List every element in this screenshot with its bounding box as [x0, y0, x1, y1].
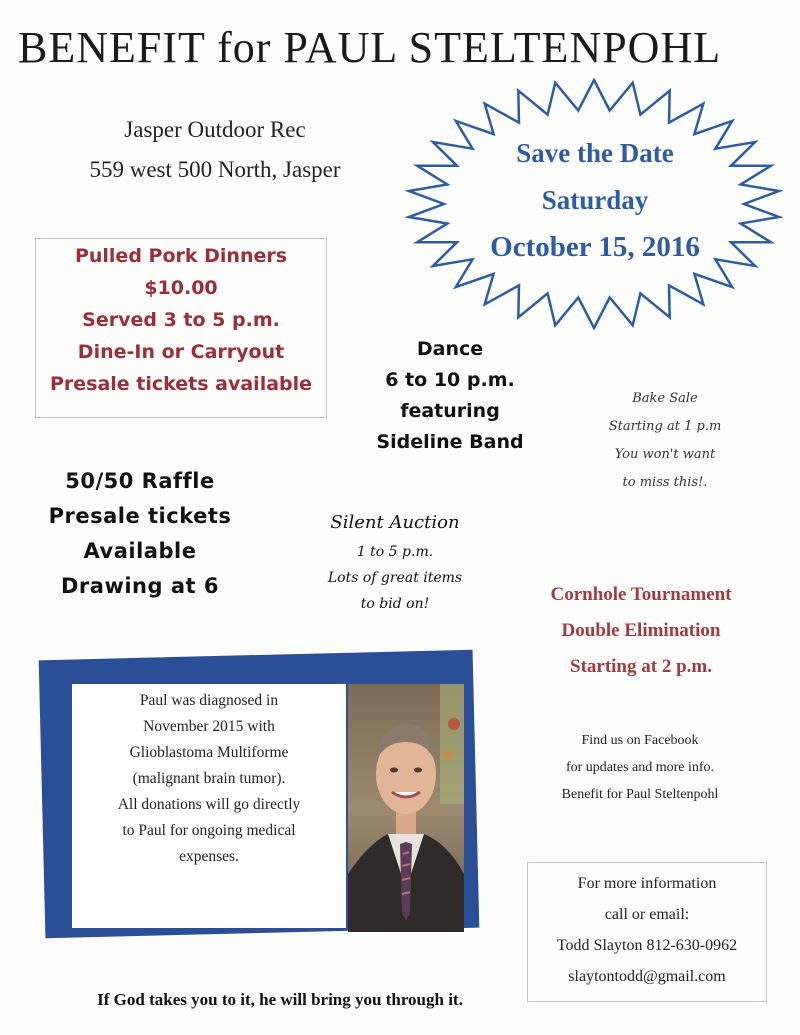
contact-email: slaytontodd@gmail.com [568, 968, 726, 985]
dance-band: Sideline Band [376, 431, 524, 453]
raffle-available: Available [83, 539, 197, 563]
bake-sale-note-2: to miss this!. [622, 475, 708, 490]
event-weekday: Saturday [541, 185, 649, 215]
dance-block [365, 334, 535, 458]
venue-block [40, 110, 390, 190]
raffle-title: 50/50 Raffle [65, 469, 215, 493]
raffle-block [20, 464, 260, 604]
bake-sale-title: Bake Sale [632, 391, 698, 406]
save-the-date-block [445, 130, 745, 271]
raffle-drawing: Drawing at 6 [61, 574, 219, 598]
cornhole-time: Starting at 2 p.m. [570, 656, 712, 677]
flyer-title: BENEFIT for PAUL STELTENPOHL [18, 23, 722, 72]
venue-name: Jasper Outdoor Rec [124, 117, 306, 142]
contact-block [527, 868, 767, 992]
dinner-title: Pulled Pork Dinners [74, 245, 288, 267]
dinner-price: $10.00 [144, 277, 218, 299]
facebook-page-name: Benefit for Paul Steltenpohl [561, 787, 719, 802]
cornhole-block [520, 577, 762, 685]
silent-auction-block [300, 507, 490, 617]
event-date: October 15, 2016 [490, 231, 700, 263]
story-line-3: Glioblastoma Multiforme [129, 744, 289, 761]
facebook-block [520, 727, 760, 808]
raffle-presale: Presale tickets [48, 504, 232, 528]
dance-featuring: featuring [400, 400, 500, 422]
auction-title: Silent Auction [330, 512, 460, 533]
story-line-4: (malignant brain tumor). [132, 770, 286, 787]
dinner-presale: Presale tickets available [49, 373, 313, 395]
story-line-6: to Paul for ongoing medical [122, 822, 296, 839]
dinner-options: Dine-In or Carryout [77, 341, 285, 363]
facebook-line-1: Find us on Facebook [581, 733, 699, 748]
auction-time: 1 to 5 p.m. [356, 544, 434, 560]
bake-sale-time: Starting at 1 p.m [608, 419, 722, 434]
story-line-5: All donations will go directly [117, 796, 301, 813]
dance-title: Dance [416, 338, 484, 360]
contact-subheading: call or email: [604, 906, 690, 923]
portrait-photo-icon [348, 684, 464, 932]
bake-sale-note-1: You won't want [614, 447, 716, 462]
story-line-7: expenses. [179, 848, 239, 865]
story-line-2: November 2015 with [143, 718, 275, 735]
bake-sale-block [590, 385, 740, 497]
contact-phone: Todd Slayton 812-630-0962 [556, 937, 738, 954]
dinner-block [35, 240, 327, 400]
save-the-date-heading: Save the Date [516, 138, 674, 168]
dance-time: 6 to 10 p.m. [385, 369, 515, 391]
contact-heading: For more information [577, 875, 717, 892]
auction-note-2: to bid on! [360, 596, 430, 612]
closing-quote: If God takes you to it, he will bring you through it. [97, 990, 463, 1009]
dinner-time: Served 3 to 5 p.m. [82, 309, 280, 331]
cornhole-title: Cornhole Tournament [550, 584, 732, 605]
auction-note-1: Lots of great items [327, 570, 463, 586]
facebook-line-2: for updates and more info. [565, 760, 715, 775]
venue-address: 559 west 500 North, Jasper [89, 157, 341, 182]
story-line-1: Paul was diagnosed in [139, 692, 279, 709]
cornhole-format: Double Elimination [561, 620, 721, 641]
story-block [76, 688, 342, 870]
